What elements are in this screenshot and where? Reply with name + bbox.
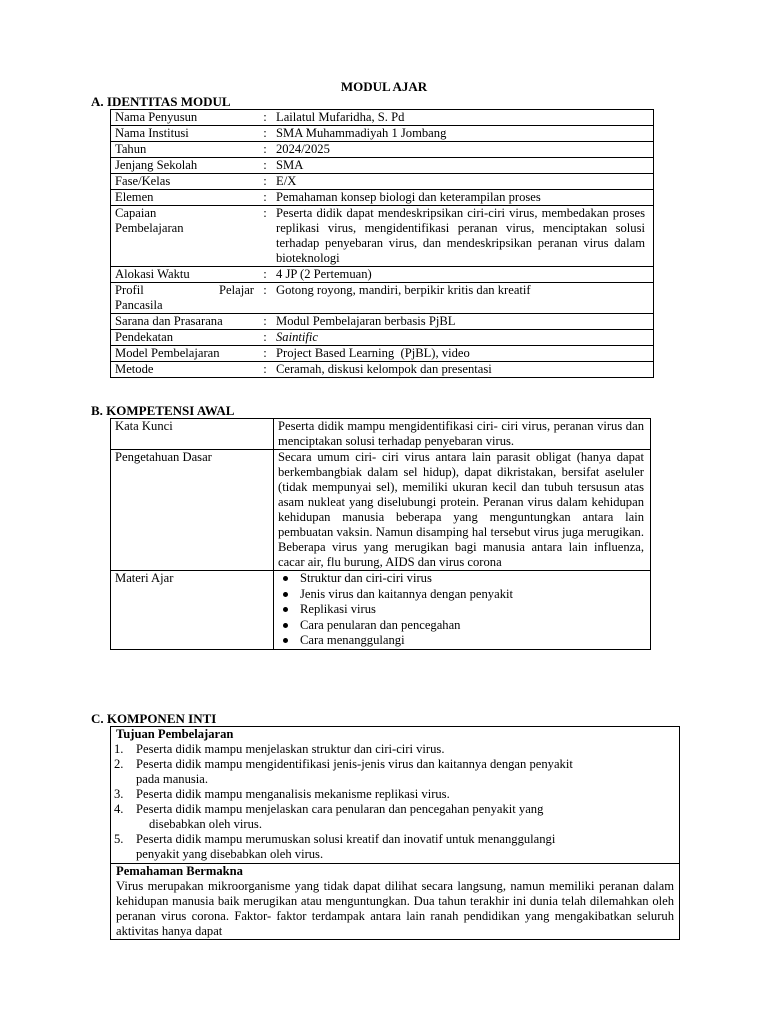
list-item: Jenis virus dan kaitannya dengan penyakit bbox=[278, 587, 644, 603]
list-item: Struktur dan ciri-ciri virus bbox=[278, 571, 644, 587]
meaningful-paragraph: Virus merupakan mikroorganisme yang tidak dapat dilihat secara langsung, namun memiliki peranan dalam kehidupan manusia baik merugikan atau menguntungkan. Dua tahun terakhir ini dunia telah dilemahkan oleh peranan virus corona. Faktor- faktor terdampak antara lain ranah pendidikan yang mengakibatkan seluruh aktivitas hanya dapat bbox=[116, 879, 674, 938]
list-text: Peserta didik mampu menjelaskan cara penularan dan pencegahan penyakit yang bbox=[136, 802, 544, 816]
row-label-line: Capaian bbox=[115, 206, 157, 220]
list-number: 5. bbox=[114, 832, 124, 846]
identity-table bbox=[110, 109, 654, 378]
table-row bbox=[111, 206, 654, 267]
table-row bbox=[111, 174, 654, 190]
list-number: 4. bbox=[114, 802, 124, 816]
section-heading-core: C. KOMPONEN INTI bbox=[91, 711, 217, 726]
row-label: Jenjang Sekolah bbox=[111, 158, 259, 174]
table-row bbox=[111, 330, 654, 346]
table-row bbox=[111, 190, 654, 206]
row-label bbox=[111, 206, 259, 267]
meaningful-heading: Pemahaman Bermakna bbox=[116, 864, 243, 878]
row-separator: : bbox=[258, 314, 272, 330]
table-row bbox=[111, 419, 651, 450]
row-separator: : bbox=[258, 283, 272, 314]
row-label: Nama Institusi bbox=[111, 126, 259, 142]
section-heading-identity: A. IDENTITAS MODUL bbox=[91, 94, 231, 109]
table-row bbox=[111, 362, 654, 378]
row-separator: : bbox=[258, 362, 272, 378]
list-item: Replikasi virus bbox=[278, 602, 644, 618]
row-label: Sarana dan Prasarana bbox=[111, 314, 259, 330]
row-label: Tahun bbox=[111, 142, 259, 158]
list-item bbox=[111, 832, 679, 862]
table-row bbox=[111, 450, 651, 571]
row-value: Ceramah, diskusi kelompok dan presentasi bbox=[272, 362, 654, 378]
list-text-continued: disebabkan oleh virus. bbox=[149, 817, 262, 831]
list-number: 1. bbox=[114, 742, 124, 756]
row-value bbox=[274, 571, 651, 650]
list-text: Peserta didik mampu mengidentifikasi jenis-jenis virus dan kaitannya dengan penyakit bbox=[136, 757, 573, 771]
list-text-continued: penyakit yang disebabkan oleh virus. bbox=[136, 847, 324, 861]
row-separator: : bbox=[258, 346, 272, 362]
row-separator: : bbox=[258, 267, 272, 283]
row-value: Modul Pembelajaran berbasis PjBL bbox=[272, 314, 654, 330]
row-label: Nama Penyusun bbox=[111, 110, 259, 126]
row-label: Elemen bbox=[111, 190, 259, 206]
row-value: 4 JP (2 Pertemuan) bbox=[272, 267, 654, 283]
list-number: 3. bbox=[114, 787, 124, 801]
row-separator: : bbox=[258, 158, 272, 174]
table-row bbox=[111, 110, 654, 126]
list-item bbox=[111, 742, 679, 757]
competency-table bbox=[110, 418, 651, 650]
row-value: Lailatul Mufaridha, S. Pd bbox=[272, 110, 654, 126]
row-label: Pengetahuan Dasar bbox=[111, 450, 274, 571]
list-text: Peserta didik mampu menganalisis mekanisme replikasi virus. bbox=[136, 787, 450, 801]
table-row bbox=[111, 571, 651, 650]
objectives-heading: Tujuan Pembelajaran bbox=[116, 727, 234, 741]
row-value: SMA bbox=[272, 158, 654, 174]
list-number: 2. bbox=[114, 757, 124, 771]
row-separator: : bbox=[258, 110, 272, 126]
list-text-continued: pada manusia. bbox=[136, 772, 209, 786]
row-label-line: Pembelajaran bbox=[115, 221, 184, 235]
row-separator: : bbox=[258, 126, 272, 142]
row-label: Materi Ajar bbox=[111, 571, 274, 650]
row-label: Metode bbox=[111, 362, 259, 378]
row-label bbox=[111, 283, 259, 314]
table-row bbox=[111, 346, 654, 362]
row-value: 2024/2025 bbox=[272, 142, 654, 158]
row-label: Fase/Kelas bbox=[111, 174, 259, 190]
list-item bbox=[111, 802, 679, 832]
row-label: Alokasi Waktu bbox=[111, 267, 259, 283]
row-label-line bbox=[115, 283, 254, 298]
list-item: Cara penularan dan pencegahan bbox=[278, 618, 644, 634]
row-value: E/X bbox=[272, 174, 654, 190]
row-value: SMA Muhammadiyah 1 Jombang bbox=[272, 126, 654, 142]
row-label-word: Profil bbox=[115, 283, 144, 297]
table-row bbox=[111, 142, 654, 158]
table-row bbox=[111, 314, 654, 330]
table-row bbox=[111, 267, 654, 283]
objectives-list bbox=[111, 742, 679, 862]
list-item bbox=[111, 757, 679, 787]
document-title: MODUL AJAR bbox=[340, 79, 428, 94]
row-value: Gotong royong, mandiri, berpikir kritis dan kreatif bbox=[272, 283, 654, 314]
materials-list bbox=[278, 571, 644, 649]
row-value: Saintific bbox=[272, 330, 654, 346]
row-label: Pendekatan bbox=[111, 330, 259, 346]
table-row bbox=[111, 126, 654, 142]
row-value: Project Based Learning (PjBL), video bbox=[272, 346, 654, 362]
row-separator: : bbox=[258, 174, 272, 190]
list-text: Peserta didik mampu menjelaskan struktur dan ciri-ciri virus. bbox=[136, 742, 445, 756]
row-value: Peserta didik mampu mengidentifikasi ciri- ciri virus, peranan virus dan menciptakan solusi terhadap penyebaran virus. bbox=[274, 419, 651, 450]
table-row bbox=[111, 283, 654, 314]
row-separator: : bbox=[258, 190, 272, 206]
table-row bbox=[111, 158, 654, 174]
row-value: Pemahaman konsep biologi dan keterampilan proses bbox=[272, 190, 654, 206]
row-label-word: Pelajar bbox=[219, 283, 254, 297]
list-item: Cara menanggulangi bbox=[278, 633, 644, 649]
core-components-box bbox=[110, 726, 680, 940]
row-value: Secara umum ciri- ciri virus antara lain parasit obligat (hanya dapat berkembangbiak dalam sel hidup), dapat dikristakan, bersifat aseluler (tidak mempunyai sel), memiliki ukuran kecil dan tubuh tersusun atas asam nukleat yang diselubungi protein. Peranan virus dalam kehidupan kehidupan manusia beberapa yang menguntungkan antara lain pembuatan vaksin. Namun disamping hal tersebut virus juga merugikan. Beberapa virus yang merugikan bagi manusia antara lain influenza, cacar air, flu burung, AIDS dan virus corona bbox=[274, 450, 651, 571]
row-separator: : bbox=[258, 330, 272, 346]
list-item bbox=[111, 787, 679, 802]
row-value: Peserta didik dapat mendeskripsikan ciri-ciri virus, membedakan proses replikasi virus, mengidentifikasi peranan virus, menciptakan solusi terhadap penyebaran virus, dan mendeskripsikan peranan virus dalam bioteknologi bbox=[272, 206, 654, 267]
section-heading-competency: B. KOMPETENSI AWAL bbox=[91, 403, 235, 418]
row-label-line: Pancasila bbox=[115, 298, 163, 312]
row-label: Model Pembelajaran bbox=[111, 346, 259, 362]
row-label: Kata Kunci bbox=[111, 419, 274, 450]
row-separator: : bbox=[258, 206, 272, 267]
row-separator: : bbox=[258, 142, 272, 158]
list-text: Peserta didik mampu merumuskan solusi kreatif dan inovatif untuk menanggulangi bbox=[136, 832, 556, 846]
